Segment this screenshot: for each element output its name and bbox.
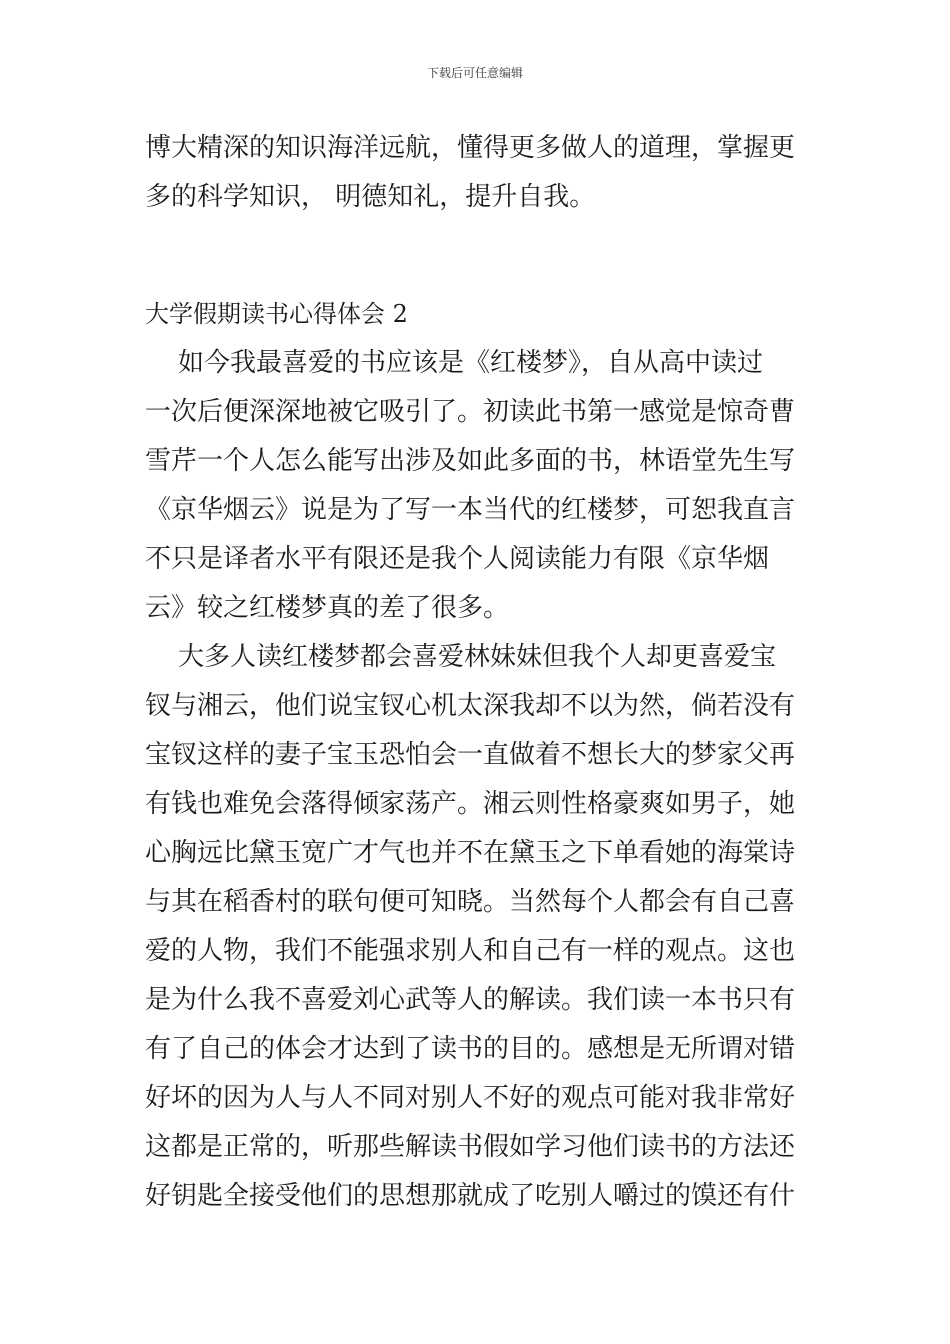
text-line: 多的科学知识， 明德知礼，提升自我。: [145, 182, 596, 212]
text-line: 一次后便深深地被它吸引了。初读此书第一感觉是惊奇曹: [145, 397, 796, 427]
text-line: 《京华烟云》说是为了写一本当代的红楼梦，可恕我直言: [145, 495, 796, 525]
text-line: 是为什么我不喜爱刘心武等人的解读。我们读一本书只有: [145, 985, 796, 1015]
text-line: 云》较之红楼梦真的差了很多。: [145, 593, 510, 623]
text-line: 有钱也难免会落得倾家荡产。湘云则性格豪爽如男子，她: [145, 789, 796, 819]
text-line: 大多人读红楼梦都会喜爱林妹妹但我个人却更喜爱宝: [145, 642, 777, 672]
document-body: [145, 124, 815, 1221]
text-line: 宝钗这样的妻子宝玉恐怕会一直做着不想长大的梦家父再: [145, 740, 796, 770]
intro-paragraph: [145, 124, 815, 222]
text-line: 心胸远比黛玉宽广才气也并不在黛玉之下单看她的海棠诗: [145, 838, 796, 868]
text-line: 如今我最喜爱的书应该是《红楼梦》，自从高中读过: [145, 348, 764, 378]
text-line: 这都是正常的，听那些解读书假如学习他们读书的方法还: [145, 1132, 796, 1162]
page-header-note: 下载后可任意编辑: [426, 66, 523, 80]
text-line: 钗与湘云，他们说宝钗心机太深我却不以为然，倘若没有: [145, 691, 796, 721]
section-title: 大学假期读书心得体会 2: [145, 300, 408, 328]
paragraph-2: [145, 633, 815, 1221]
text-line: 爱的人物，我们不能强求别人和自己有一样的观点。这也: [145, 936, 796, 966]
text-line: 博大精深的知识海洋远航，懂得更多做人的道理，掌握更: [145, 133, 796, 163]
text-line: 有了自己的体会才达到了读书的目的。感想是无所谓对错: [145, 1034, 796, 1064]
text-line: 与其在稻香村的联句便可知晓。当然每个人都会有自己喜: [145, 887, 796, 917]
text-line: 雪芹一个人怎么能写出涉及如此多面的书，林语堂先生写: [145, 446, 796, 476]
text-line: 好钥匙全接受他们的思想那就成了吃别人嚼过的馍还有什: [145, 1181, 796, 1211]
text-line: 好坏的因为人与人不同对别人不好的观点可能对我非常好: [145, 1083, 796, 1113]
paragraph-1: [145, 339, 815, 633]
text-line: 不只是译者水平有限还是我个人阅读能力有限《京华烟: [145, 544, 770, 574]
